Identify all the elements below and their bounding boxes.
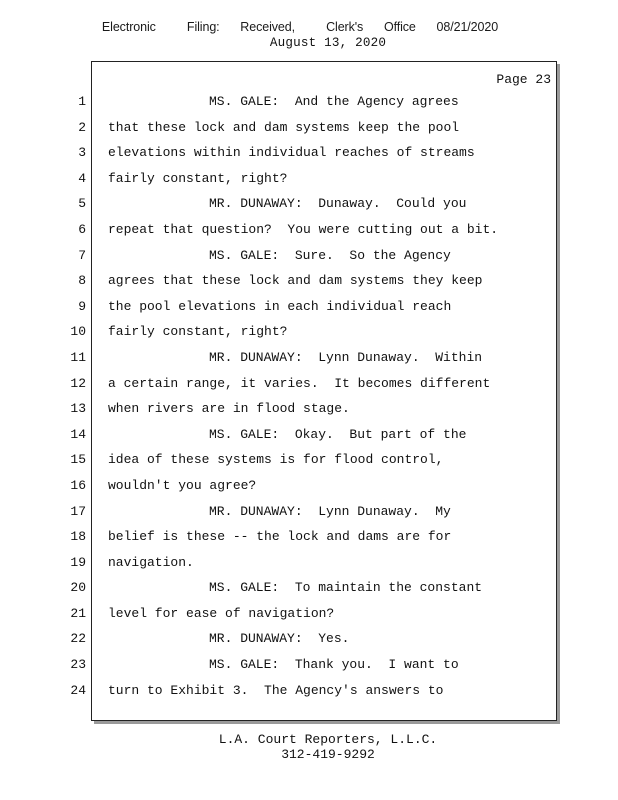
line-number: 21 xyxy=(70,605,86,621)
line-number: 17 xyxy=(70,503,86,519)
line-number: 24 xyxy=(70,682,86,698)
line-number: 12 xyxy=(70,375,86,391)
filing-stamp: Electronic Filing: Received, Clerk's Office 08/21/2020 xyxy=(101,20,499,34)
transcript-line: a certain range, it varies. It becomes different xyxy=(108,375,491,391)
transcript-text xyxy=(108,92,548,706)
line-number: 18 xyxy=(70,529,86,545)
line-number: 8 xyxy=(78,273,86,289)
line-number: 22 xyxy=(70,631,86,647)
transcript-line: MR. DUNAWAY: Lynn Dunaway. My xyxy=(209,503,451,519)
transcript-line: that these lock and dam systems keep the pool xyxy=(108,119,460,135)
line-number: 13 xyxy=(70,401,86,417)
transcript-line: belief is these -- the lock and dams are for xyxy=(108,529,452,545)
reporter-company: L.A. Court Reporters, L.L.C. xyxy=(218,732,438,747)
transcript-line: repeat that question? You were cutting out a bit. xyxy=(108,221,499,237)
line-number: 23 xyxy=(70,657,86,673)
transcript-line: wouldn't you agree? xyxy=(108,477,257,493)
line-number: 11 xyxy=(70,349,86,365)
transcript-line: level for ease of navigation? xyxy=(108,605,335,621)
line-number: 14 xyxy=(70,426,86,442)
transcript-line: MS. GALE: To maintain the constant xyxy=(209,580,483,596)
transcript-line: MS. GALE: Sure. So the Agency xyxy=(209,247,451,263)
transcript-line: MR. DUNAWAY: Yes. xyxy=(209,631,350,647)
line-number: 19 xyxy=(70,554,86,570)
transcript-line: agrees that these lock and dam systems they keep xyxy=(108,273,483,289)
line-number: 4 xyxy=(78,170,86,186)
line-number: 1 xyxy=(78,94,86,109)
transcript-line: MS. GALE: Okay. But part of the xyxy=(209,426,467,442)
transcript-line: MR. DUNAWAY: Lynn Dunaway. Within xyxy=(209,349,483,365)
line-number: 5 xyxy=(78,196,86,212)
transcript-line: the pool elevations in each individual reach xyxy=(108,298,452,314)
transcript-date: August 13, 2020 xyxy=(269,36,387,50)
line-number: 10 xyxy=(70,324,86,340)
line-number: 2 xyxy=(78,119,86,135)
page-number: Page 23 xyxy=(496,72,551,87)
line-number-column xyxy=(60,92,86,706)
transcript-line: MS. GALE: Thank you. I want to xyxy=(209,657,459,673)
line-number: 15 xyxy=(70,452,86,468)
line-number: 7 xyxy=(78,247,86,263)
line-number: 3 xyxy=(78,145,86,161)
transcript-line: MR. DUNAWAY: Dunaway. Could you xyxy=(209,196,467,212)
transcript-line: MS. GALE: And the Agency agrees xyxy=(209,94,459,109)
transcript-line: elevations within individual reaches of streams xyxy=(108,145,475,161)
transcript-line: idea of these systems is for flood control, xyxy=(108,452,444,468)
transcript-line: fairly constant, right? xyxy=(108,170,288,186)
transcript-line: navigation. xyxy=(108,554,194,570)
line-number: 6 xyxy=(78,221,86,237)
transcript-line: when rivers are in flood stage. xyxy=(108,401,350,417)
transcript-line: fairly constant, right? xyxy=(108,324,288,340)
line-number: 9 xyxy=(78,298,86,314)
reporter-phone: 312-419-9292 xyxy=(281,747,375,762)
transcript-line: turn to Exhibit 3. The Agency's answers to xyxy=(108,682,444,698)
line-number: 20 xyxy=(70,580,86,596)
line-number: 16 xyxy=(70,477,86,493)
page-footer xyxy=(0,732,618,762)
